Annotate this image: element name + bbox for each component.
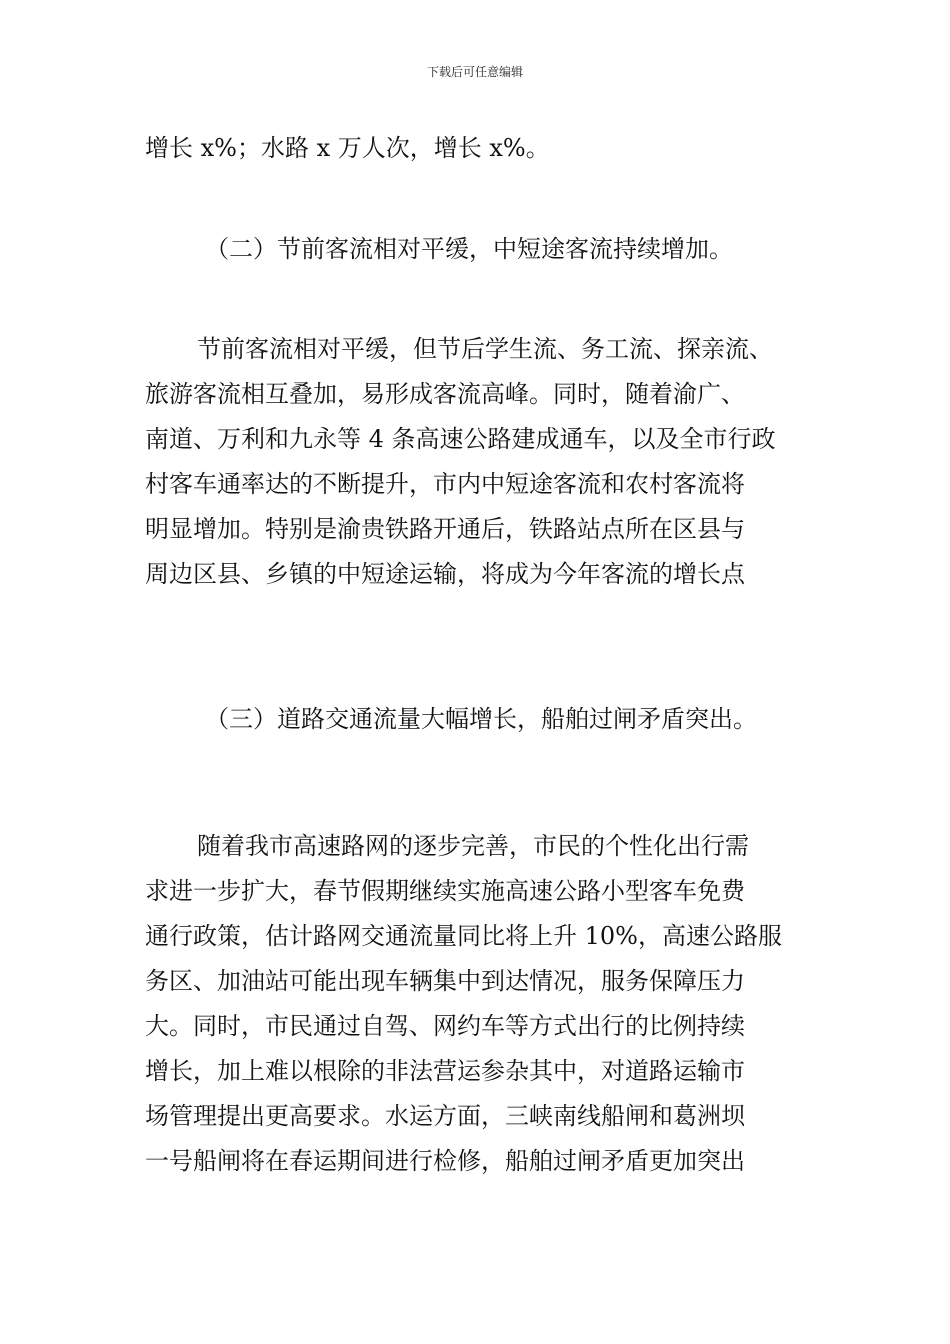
paragraph-line: 务区、加油站可能出现车辆集中到达情况，服务保障压力: [145, 967, 745, 995]
paragraph-line: 南道、万利和九永等 4 条高速公路建成通车，以及全市行政: [145, 425, 776, 453]
paragraph-line: 增长，加上难以根除的非法营运参杂其中，对道路运输市: [145, 1057, 745, 1085]
paragraph-section-3: [145, 824, 810, 1184]
section-heading-2: [145, 227, 810, 272]
paragraph-line: 求进一步扩大，春节假期继续实施高速公路小型客车免费: [145, 877, 745, 905]
paragraph-line: 大。同时，市民通过自驾、网约车等方式出行的比例持续: [145, 1012, 745, 1040]
section-heading-3: [145, 697, 810, 742]
paragraph-line: 旅游客流相互叠加，易形成客流高峰。同时，随着渝广、: [145, 380, 745, 408]
paragraph-line: 随着我市高速路网的逐步完善，市民的个性化出行需: [197, 832, 749, 860]
section-heading-text: （二）节前客流相对平缓，中短途客流持续增加。: [205, 235, 733, 263]
paragraph-line: 村客车通率达的不断提升，市内中短途客流和农村客流将: [145, 470, 745, 498]
paragraph-line: 场管理提出更高要求。水运方面，三峡南线船闸和葛洲坝: [145, 1102, 745, 1130]
paragraph-line: 节前客流相对平缓，但节后学生流、务工流、探亲流、: [197, 335, 773, 363]
page-header: 下载后可任意编辑: [426, 65, 523, 79]
paragraph-line: 增长 x%；水路 x 万人次，增长 x%。: [145, 134, 550, 162]
paragraph-line: 一号船闸将在春运期间进行检修，船舶过闸矛盾更加突出: [145, 1147, 745, 1175]
paragraph-line: 通行政策，估计路网交通流量同比将上升 10%，高速公路服: [145, 922, 782, 950]
paragraph-line: 明显增加。特别是渝贵铁路开通后，铁路站点所在区县与: [145, 515, 745, 543]
section-heading-text: （三）道路交通流量大幅增长，船舶过闸矛盾突出。: [205, 705, 757, 733]
paragraph-section-2: [145, 327, 810, 597]
paragraph-continuation: [145, 126, 810, 171]
paragraph-line: 周边区县、乡镇的中短途运输，将成为今年客流的增长点: [145, 560, 745, 588]
